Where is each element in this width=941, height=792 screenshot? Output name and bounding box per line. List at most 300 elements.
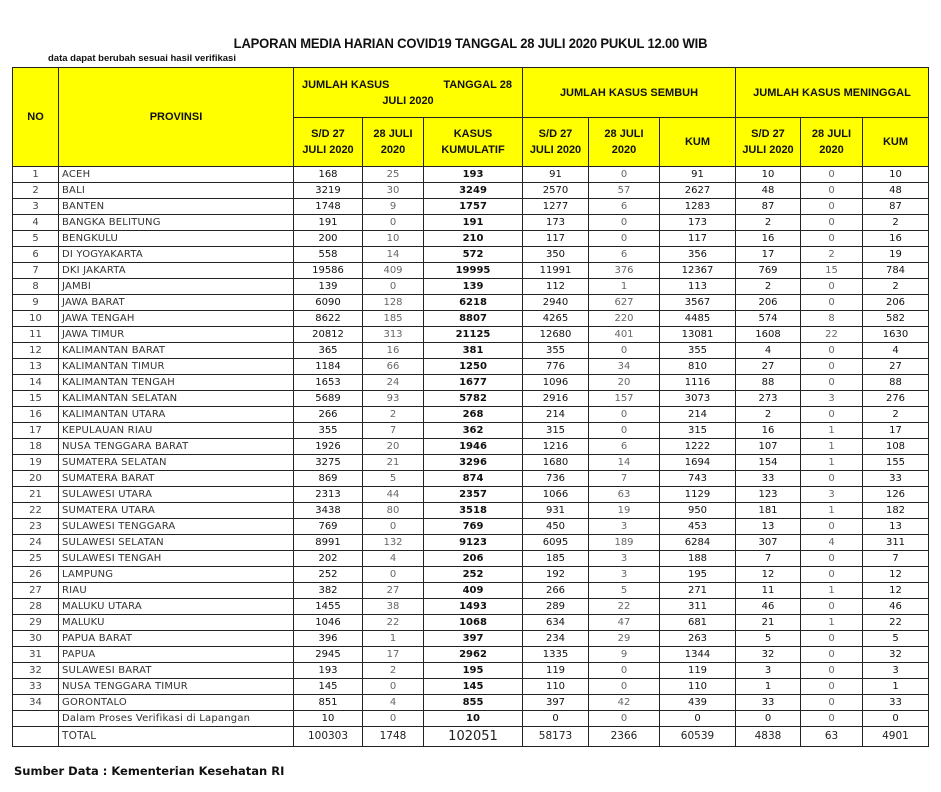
cell-meninggal-sd27: 16 <box>736 231 801 247</box>
cell-provinsi: SULAWESI BARAT <box>59 663 294 679</box>
cell-meninggal-kum: 12 <box>863 583 929 599</box>
cell-meninggal-sd27: 0 <box>736 711 801 727</box>
group-kasus-line2: JULI 2020 <box>382 94 434 107</box>
cell-kasus-28juli: 9 <box>363 199 424 215</box>
cell-kasus-28juli: 0 <box>363 279 424 295</box>
cell-kasus-28juli: 0 <box>363 679 424 695</box>
table-row <box>13 231 929 247</box>
cell-sembuh-sd27: 12680 <box>523 327 589 343</box>
cell-kasus-sd27: 139 <box>294 279 363 295</box>
cell-meninggal-sd27: 1608 <box>736 327 801 343</box>
cell-sembuh-28juli: 34 <box>589 359 660 375</box>
total-kasus-kumulatif: 102051 <box>424 727 523 747</box>
cell-kasus-28juli: 17 <box>363 647 424 663</box>
cell-kasus-28juli: 0 <box>363 519 424 535</box>
cell-provinsi: KALIMANTAN SELATAN <box>59 391 294 407</box>
cell-kasus-sd27: 869 <box>294 471 363 487</box>
table-body <box>13 167 929 747</box>
cell-sembuh-sd27: 117 <box>523 231 589 247</box>
cell-kasus-sd27: 355 <box>294 423 363 439</box>
cell-kasus-kumulatif: 268 <box>424 407 523 423</box>
cell-no: 30 <box>13 631 59 647</box>
cell-meninggal-28juli: 0 <box>801 631 863 647</box>
cell-sembuh-28juli: 7 <box>589 471 660 487</box>
table-row <box>13 215 929 231</box>
table-row <box>13 487 929 503</box>
cell-meninggal-28juli: 1 <box>801 615 863 631</box>
cell-sembuh-sd27: 11991 <box>523 263 589 279</box>
cell-provinsi: DKI JAKARTA <box>59 263 294 279</box>
cell-sembuh-sd27: 192 <box>523 567 589 583</box>
cell-sembuh-kum: 91 <box>660 167 736 183</box>
cell-meninggal-sd27: 10 <box>736 167 801 183</box>
cell-sembuh-28juli: 14 <box>589 455 660 471</box>
cell-kasus-kumulatif: 195 <box>424 663 523 679</box>
cell-meninggal-sd27: 33 <box>736 695 801 711</box>
header-provinsi: PROVINSI <box>59 68 294 167</box>
cell-sembuh-sd27: 234 <box>523 631 589 647</box>
cell-meninggal-kum: 16 <box>863 231 929 247</box>
cell-kasus-28juli: 24 <box>363 375 424 391</box>
cell-kasus-sd27: 200 <box>294 231 363 247</box>
cell-no: 26 <box>13 567 59 583</box>
cell-kasus-28juli: 22 <box>363 615 424 631</box>
cell-kasus-kumulatif: 9123 <box>424 535 523 551</box>
cell-sembuh-sd27: 2916 <box>523 391 589 407</box>
cell-kasus-28juli: 21 <box>363 455 424 471</box>
cell-meninggal-28juli: 0 <box>801 199 863 215</box>
cell-sembuh-kum: 743 <box>660 471 736 487</box>
cell-sembuh-28juli: 63 <box>589 487 660 503</box>
cell-sembuh-sd27: 6095 <box>523 535 589 551</box>
cell-kasus-28juli: 0 <box>363 215 424 231</box>
cell-meninggal-28juli: 0 <box>801 471 863 487</box>
cell-kasus-kumulatif: 572 <box>424 247 523 263</box>
table-row <box>13 535 929 551</box>
cell-kasus-kumulatif: 139 <box>424 279 523 295</box>
table-row <box>13 599 929 615</box>
cell-kasus-sd27: 266 <box>294 407 363 423</box>
cell-meninggal-kum: 126 <box>863 487 929 503</box>
cell-no: 18 <box>13 439 59 455</box>
cell-kasus-kumulatif: 252 <box>424 567 523 583</box>
cell-sembuh-sd27: 776 <box>523 359 589 375</box>
report-title: LAPORAN MEDIA HARIAN COVID19 TANGGAL 28 JULI 2020 PUKUL 12.00 WIB <box>233 35 708 51</box>
cell-kasus-kumulatif: 1250 <box>424 359 523 375</box>
cell-sembuh-28juli: 0 <box>589 215 660 231</box>
cell-meninggal-28juli: 0 <box>801 679 863 695</box>
cell-provinsi: SULAWESI TENGGARA <box>59 519 294 535</box>
cell-sembuh-28juli: 1 <box>589 279 660 295</box>
table-row <box>13 247 929 263</box>
cell-kasus-kumulatif: 8807 <box>424 311 523 327</box>
cell-no: 21 <box>13 487 59 503</box>
cell-sembuh-kum: 356 <box>660 247 736 263</box>
cell-meninggal-sd27: 2 <box>736 215 801 231</box>
header-sembuh-sd27: S/D 27 JULI 2020 <box>523 118 589 167</box>
table-row <box>13 359 929 375</box>
cell-kasus-kumulatif: 10 <box>424 711 523 727</box>
cell-meninggal-kum: 87 <box>863 199 929 215</box>
cell-sembuh-28juli: 3 <box>589 551 660 567</box>
cell-meninggal-28juli: 15 <box>801 263 863 279</box>
cell-meninggal-kum: 1630 <box>863 327 929 343</box>
table-row <box>13 327 929 343</box>
cell-kasus-kumulatif: 3518 <box>424 503 523 519</box>
cell-meninggal-sd27: 574 <box>736 311 801 327</box>
cell-sembuh-28juli: 9 <box>589 647 660 663</box>
cell-meninggal-28juli: 0 <box>801 279 863 295</box>
total-no <box>13 727 59 747</box>
cell-meninggal-28juli: 1 <box>801 423 863 439</box>
cell-provinsi: SULAWESI SELATAN <box>59 535 294 551</box>
cell-provinsi: BENGKULU <box>59 231 294 247</box>
cell-meninggal-kum: 33 <box>863 695 929 711</box>
cell-meninggal-kum: 17 <box>863 423 929 439</box>
cell-sembuh-kum: 1344 <box>660 647 736 663</box>
cell-sembuh-sd27: 736 <box>523 471 589 487</box>
cell-sembuh-28juli: 627 <box>589 295 660 311</box>
cell-kasus-28juli: 44 <box>363 487 424 503</box>
cell-kasus-sd27: 396 <box>294 631 363 647</box>
cell-sembuh-28juli: 47 <box>589 615 660 631</box>
cell-no: 7 <box>13 263 59 279</box>
cell-sembuh-sd27: 173 <box>523 215 589 231</box>
cell-kasus-28juli: 14 <box>363 247 424 263</box>
cell-sembuh-kum: 3073 <box>660 391 736 407</box>
cell-sembuh-28juli: 220 <box>589 311 660 327</box>
cell-meninggal-kum: 19 <box>863 247 929 263</box>
cell-kasus-kumulatif: 2962 <box>424 647 523 663</box>
cell-meninggal-kum: 582 <box>863 311 929 327</box>
total-meninggal-kum: 4901 <box>863 727 929 747</box>
cell-provinsi: GORONTALO <box>59 695 294 711</box>
cell-provinsi: MALUKU UTARA <box>59 599 294 615</box>
cell-meninggal-28juli: 1 <box>801 503 863 519</box>
cell-sembuh-sd27: 266 <box>523 583 589 599</box>
cell-kasus-28juli: 10 <box>363 231 424 247</box>
cell-sembuh-kum: 119 <box>660 663 736 679</box>
cell-meninggal-28juli: 0 <box>801 407 863 423</box>
cell-kasus-28juli: 1 <box>363 631 424 647</box>
cell-sembuh-kum: 681 <box>660 615 736 631</box>
cell-kasus-28juli: 25 <box>363 167 424 183</box>
cell-provinsi: LAMPUNG <box>59 567 294 583</box>
cell-kasus-sd27: 193 <box>294 663 363 679</box>
header-meninggal-kum: KUM <box>863 118 929 167</box>
cell-kasus-sd27: 1926 <box>294 439 363 455</box>
cell-sembuh-kum: 1129 <box>660 487 736 503</box>
table-header <box>13 68 929 167</box>
cell-kasus-sd27: 382 <box>294 583 363 599</box>
cell-kasus-28juli: 7 <box>363 423 424 439</box>
table-row <box>13 407 929 423</box>
cell-sembuh-28juli: 376 <box>589 263 660 279</box>
cell-sembuh-sd27: 91 <box>523 167 589 183</box>
cell-meninggal-28juli: 0 <box>801 183 863 199</box>
cell-sembuh-kum: 271 <box>660 583 736 599</box>
cell-no: 17 <box>13 423 59 439</box>
cell-meninggal-kum: 7 <box>863 551 929 567</box>
cell-kasus-sd27: 3219 <box>294 183 363 199</box>
cell-kasus-sd27: 1748 <box>294 199 363 215</box>
cell-sembuh-sd27: 0 <box>523 711 589 727</box>
cell-sembuh-kum: 4485 <box>660 311 736 327</box>
cell-no: 27 <box>13 583 59 599</box>
cell-no: 12 <box>13 343 59 359</box>
cell-meninggal-sd27: 88 <box>736 375 801 391</box>
cell-meninggal-kum: 276 <box>863 391 929 407</box>
cell-sembuh-28juli: 22 <box>589 599 660 615</box>
cell-kasus-28juli: 93 <box>363 391 424 407</box>
cell-no <box>13 711 59 727</box>
table-row <box>13 263 929 279</box>
cell-no: 25 <box>13 551 59 567</box>
cell-meninggal-kum: 32 <box>863 647 929 663</box>
cell-kasus-sd27: 365 <box>294 343 363 359</box>
table-row <box>13 631 929 647</box>
cell-meninggal-28juli: 0 <box>801 695 863 711</box>
cell-provinsi: JAWA TENGAH <box>59 311 294 327</box>
cell-no: 6 <box>13 247 59 263</box>
cell-kasus-kumulatif: 855 <box>424 695 523 711</box>
cell-meninggal-sd27: 2 <box>736 279 801 295</box>
cell-no: 1 <box>13 167 59 183</box>
cell-sembuh-28juli: 0 <box>589 167 660 183</box>
cell-meninggal-kum: 182 <box>863 503 929 519</box>
cell-provinsi: JAWA BARAT <box>59 295 294 311</box>
header-no: NO <box>13 68 59 167</box>
cell-sembuh-sd27: 350 <box>523 247 589 263</box>
cell-kasus-sd27: 168 <box>294 167 363 183</box>
cell-meninggal-28juli: 0 <box>801 375 863 391</box>
cell-sembuh-28juli: 0 <box>589 343 660 359</box>
table-row <box>13 311 929 327</box>
cell-kasus-28juli: 0 <box>363 567 424 583</box>
cell-sembuh-28juli: 0 <box>589 679 660 695</box>
cell-meninggal-28juli: 3 <box>801 487 863 503</box>
cell-meninggal-sd27: 769 <box>736 263 801 279</box>
cell-kasus-kumulatif: 1493 <box>424 599 523 615</box>
cell-meninggal-sd27: 21 <box>736 615 801 631</box>
cell-provinsi: SUMATERA SELATAN <box>59 455 294 471</box>
cell-meninggal-28juli: 0 <box>801 167 863 183</box>
cell-no: 4 <box>13 215 59 231</box>
total-meninggal-sd27: 4838 <box>736 727 801 747</box>
cell-provinsi: SULAWESI TENGAH <box>59 551 294 567</box>
cell-sembuh-kum: 113 <box>660 279 736 295</box>
cell-sembuh-kum: 311 <box>660 599 736 615</box>
cell-sembuh-28juli: 42 <box>589 695 660 711</box>
cell-sembuh-28juli: 0 <box>589 407 660 423</box>
cell-no: 32 <box>13 663 59 679</box>
cell-no: 8 <box>13 279 59 295</box>
cell-sembuh-28juli: 5 <box>589 583 660 599</box>
cell-sembuh-kum: 3567 <box>660 295 736 311</box>
cell-meninggal-sd27: 46 <box>736 599 801 615</box>
cell-sembuh-kum: 1116 <box>660 375 736 391</box>
cell-sembuh-28juli: 0 <box>589 711 660 727</box>
header-kasus-kumulatif: KASUS KUMULATIF <box>424 118 523 167</box>
cell-meninggal-kum: 88 <box>863 375 929 391</box>
cell-kasus-sd27: 191 <box>294 215 363 231</box>
cell-sembuh-sd27: 110 <box>523 679 589 695</box>
cell-kasus-kumulatif: 210 <box>424 231 523 247</box>
cell-sembuh-28juli: 20 <box>589 375 660 391</box>
cell-sembuh-kum: 453 <box>660 519 736 535</box>
header-meninggal-28juli: 28 JULI 2020 <box>801 118 863 167</box>
cell-sembuh-kum: 810 <box>660 359 736 375</box>
cell-sembuh-sd27: 289 <box>523 599 589 615</box>
cell-kasus-28juli: 409 <box>363 263 424 279</box>
cell-meninggal-kum: 33 <box>863 471 929 487</box>
cell-sembuh-kum: 195 <box>660 567 736 583</box>
cell-no: 2 <box>13 183 59 199</box>
cell-meninggal-kum: 311 <box>863 535 929 551</box>
cell-meninggal-sd27: 1 <box>736 679 801 695</box>
cell-provinsi: JAMBI <box>59 279 294 295</box>
cell-sembuh-sd27: 112 <box>523 279 589 295</box>
cell-meninggal-28juli: 0 <box>801 711 863 727</box>
cell-provinsi: KALIMANTAN UTARA <box>59 407 294 423</box>
cell-meninggal-28juli: 3 <box>801 391 863 407</box>
table-row <box>13 375 929 391</box>
cell-sembuh-sd27: 1277 <box>523 199 589 215</box>
cell-kasus-sd27: 1184 <box>294 359 363 375</box>
cell-meninggal-sd27: 13 <box>736 519 801 535</box>
cell-kasus-sd27: 3438 <box>294 503 363 519</box>
cell-provinsi: BANGKA BELITUNG <box>59 215 294 231</box>
cell-sembuh-sd27: 1096 <box>523 375 589 391</box>
cell-meninggal-kum: 2 <box>863 215 929 231</box>
cell-sembuh-kum: 13081 <box>660 327 736 343</box>
cell-kasus-sd27: 5689 <box>294 391 363 407</box>
header-kasus-sd27: S/D 27 JULI 2020 <box>294 118 363 167</box>
table-row <box>13 455 929 471</box>
cell-meninggal-sd27: 3 <box>736 663 801 679</box>
cell-meninggal-kum: 12 <box>863 567 929 583</box>
cell-meninggal-kum: 206 <box>863 295 929 311</box>
cell-sembuh-kum: 110 <box>660 679 736 695</box>
cell-sembuh-kum: 1222 <box>660 439 736 455</box>
cell-kasus-sd27: 19586 <box>294 263 363 279</box>
cell-sembuh-sd27: 397 <box>523 695 589 711</box>
cell-kasus-kumulatif: 3249 <box>424 183 523 199</box>
table-row <box>13 279 929 295</box>
cell-meninggal-28juli: 0 <box>801 551 863 567</box>
cell-sembuh-sd27: 2570 <box>523 183 589 199</box>
cell-meninggal-sd27: 48 <box>736 183 801 199</box>
cell-kasus-28juli: 185 <box>363 311 424 327</box>
cell-provinsi: KALIMANTAN BARAT <box>59 343 294 359</box>
cell-no: 31 <box>13 647 59 663</box>
cell-meninggal-28juli: 1 <box>801 583 863 599</box>
cell-meninggal-sd27: 2 <box>736 407 801 423</box>
cell-meninggal-kum: 3 <box>863 663 929 679</box>
header-meninggal-sd27: S/D 27 JULI 2020 <box>736 118 801 167</box>
cell-no: 19 <box>13 455 59 471</box>
cell-kasus-sd27: 3275 <box>294 455 363 471</box>
cell-sembuh-kum: 950 <box>660 503 736 519</box>
table-row <box>13 567 929 583</box>
cell-meninggal-kum: 155 <box>863 455 929 471</box>
header-group-sembuh: JUMLAH KASUS SEMBUH <box>523 68 736 118</box>
table-row <box>13 343 929 359</box>
cell-provinsi: NUSA TENGGARA BARAT <box>59 439 294 455</box>
cell-no: 3 <box>13 199 59 215</box>
cell-meninggal-sd27: 27 <box>736 359 801 375</box>
cell-sembuh-sd27: 119 <box>523 663 589 679</box>
cell-sembuh-sd27: 1216 <box>523 439 589 455</box>
cell-kasus-sd27: 1046 <box>294 615 363 631</box>
cell-no: 15 <box>13 391 59 407</box>
cell-sembuh-28juli: 3 <box>589 519 660 535</box>
cell-kasus-kumulatif: 3296 <box>424 455 523 471</box>
cell-kasus-28juli: 27 <box>363 583 424 599</box>
total-kasus-sd27: 100303 <box>294 727 363 747</box>
cell-sembuh-28juli: 0 <box>589 663 660 679</box>
cell-no: 20 <box>13 471 59 487</box>
cell-sembuh-kum: 439 <box>660 695 736 711</box>
cell-sembuh-28juli: 157 <box>589 391 660 407</box>
cell-kasus-kumulatif: 206 <box>424 551 523 567</box>
cell-meninggal-kum: 22 <box>863 615 929 631</box>
cell-kasus-28juli: 4 <box>363 695 424 711</box>
cell-kasus-sd27: 558 <box>294 247 363 263</box>
cell-sembuh-sd27: 1335 <box>523 647 589 663</box>
table-row <box>13 423 929 439</box>
cell-provinsi: NUSA TENGGARA TIMUR <box>59 679 294 695</box>
cell-meninggal-sd27: 17 <box>736 247 801 263</box>
cell-kasus-kumulatif: 362 <box>424 423 523 439</box>
cell-kasus-28juli: 16 <box>363 343 424 359</box>
table-row <box>13 551 929 567</box>
total-sembuh-kum: 60539 <box>660 727 736 747</box>
cell-no: 10 <box>13 311 59 327</box>
cell-kasus-kumulatif: 769 <box>424 519 523 535</box>
cell-kasus-sd27: 851 <box>294 695 363 711</box>
total-label: TOTAL <box>59 727 294 747</box>
cell-meninggal-28juli: 0 <box>801 359 863 375</box>
cell-meninggal-kum: 5 <box>863 631 929 647</box>
cell-no: 23 <box>13 519 59 535</box>
cell-kasus-28juli: 4 <box>363 551 424 567</box>
cell-meninggal-28juli: 0 <box>801 519 863 535</box>
cell-kasus-sd27: 2313 <box>294 487 363 503</box>
cell-kasus-sd27: 8622 <box>294 311 363 327</box>
cell-kasus-kumulatif: 1068 <box>424 615 523 631</box>
cell-kasus-sd27: 2945 <box>294 647 363 663</box>
table-row <box>13 391 929 407</box>
cell-kasus-28juli: 2 <box>363 663 424 679</box>
cell-kasus-28juli: 66 <box>363 359 424 375</box>
cell-meninggal-kum: 27 <box>863 359 929 375</box>
cell-sembuh-kum: 6284 <box>660 535 736 551</box>
cell-kasus-28juli: 2 <box>363 407 424 423</box>
cell-kasus-28juli: 132 <box>363 535 424 551</box>
cell-sembuh-sd27: 185 <box>523 551 589 567</box>
cell-provinsi: DI YOGYAKARTA <box>59 247 294 263</box>
cell-kasus-28juli: 128 <box>363 295 424 311</box>
total-sembuh-sd27: 58173 <box>523 727 589 747</box>
cell-sembuh-sd27: 315 <box>523 423 589 439</box>
cell-kasus-kumulatif: 19995 <box>424 263 523 279</box>
cell-meninggal-28juli: 0 <box>801 567 863 583</box>
cell-meninggal-kum: 108 <box>863 439 929 455</box>
cell-kasus-sd27: 10 <box>294 711 363 727</box>
table-row <box>13 663 929 679</box>
cell-kasus-sd27: 20812 <box>294 327 363 343</box>
